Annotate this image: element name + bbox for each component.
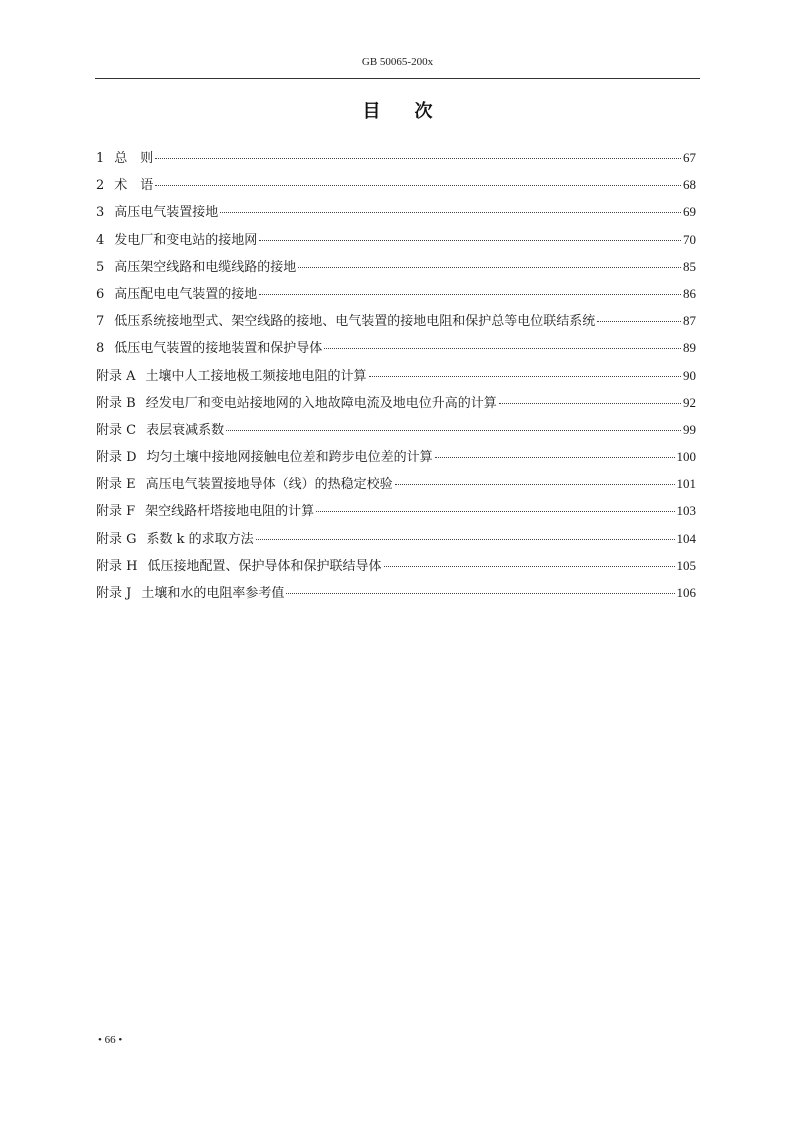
toc-entry-number: 3: [96, 205, 105, 221]
toc-entry-page: 67: [683, 150, 696, 165]
toc-entry-number: 1: [96, 151, 105, 166]
toc-entry-page: 89: [683, 340, 696, 356]
toc-entry-page: 106: [676, 585, 696, 600]
page-footer: [98, 1034, 122, 1046]
toc-leader-dots: [155, 158, 681, 159]
toc-entry[interactable]: [96, 311, 696, 338]
toc-entry[interactable]: [96, 202, 696, 229]
toc-entry-page: 92: [683, 394, 696, 410]
toc-entry-number: 2: [96, 178, 105, 194]
toc-title: [95, 97, 700, 123]
header-divider: [95, 78, 700, 79]
toc-entry[interactable]: [96, 230, 696, 257]
toc-leader-dots: [226, 430, 681, 431]
toc-entry[interactable]: [96, 529, 696, 556]
toc-entry-title: 系数 k 的求取方法: [146, 531, 254, 547]
toc-entry-number: 附录 G: [96, 531, 137, 547]
toc-entry-title: 经发电厂和变电站接地网的入地故障电流及地电位升高的计算: [145, 395, 497, 411]
toc-entry-title: 低压电气装置的接地装置和保护导体: [114, 341, 323, 357]
toc-entry-page: 70: [683, 231, 696, 247]
toc-entry-number: 7: [96, 314, 105, 330]
toc-entry[interactable]: [96, 148, 696, 175]
toc-entry-page: 69: [683, 204, 696, 220]
page-number: • 66 •: [98, 1034, 123, 1046]
toc-leader-dots: [324, 348, 681, 349]
toc-leader-dots: [259, 240, 681, 241]
page-header: [95, 56, 700, 68]
toc-entry[interactable]: [96, 175, 696, 202]
toc-entry-title: 土壤和水的电阻率参考值: [141, 586, 285, 601]
toc-entry-number: 附录 A: [96, 368, 136, 384]
toc-entry-page: 104: [676, 530, 696, 546]
toc-leader-dots: [435, 457, 675, 458]
toc-entry-title: 发电厂和变电站的接地网: [114, 232, 258, 248]
toc-entry-page: 85: [683, 258, 696, 274]
toc-entry-title: 表层衰减系数: [146, 422, 225, 438]
toc-entry-number: 附录 C: [96, 422, 137, 438]
toc-leader-dots: [369, 376, 681, 377]
toc-entry[interactable]: [96, 501, 696, 528]
toc-entry[interactable]: [96, 393, 696, 420]
toc-entry-title: 架空线路杆塔接地电阻的计算: [145, 504, 315, 520]
toc-entry[interactable]: [96, 556, 696, 583]
toc-entry-page: 100: [676, 449, 696, 465]
toc-entry-number: 5: [96, 259, 105, 275]
toc-entry-title: 高压配电电气装置的接地: [114, 286, 258, 302]
toc-leader-dots: [316, 511, 674, 512]
toc-entry-number: 附录 E: [96, 477, 136, 493]
toc-entry-title: 低压系统接地型式、架空线路的接地、电气装置的接地电阻和保护总等电位联结系统: [114, 314, 596, 330]
toc-leader-dots: [155, 185, 681, 186]
toc-entry-number: 附录 B: [96, 395, 136, 411]
toc-entry-page: 86: [683, 285, 696, 301]
toc-entry[interactable]: [96, 420, 696, 447]
toc-entry-page: 90: [683, 367, 696, 383]
toc-entry-number: 附录 H: [96, 558, 138, 574]
toc-leader-dots: [384, 566, 675, 567]
standard-code: GB 50065-200x: [361, 56, 434, 68]
toc-entry-title: 土壤中人工接地极工频接地电阻的计算: [145, 368, 367, 384]
toc-entry-number: 附录 J: [96, 586, 132, 601]
toc-entry-title: 高压电气装置接地: [114, 205, 219, 221]
toc-entry-title: 高压电气装置接地导体（线）的热稳定校验: [145, 477, 393, 493]
toc-title-char-1: 目: [362, 101, 381, 122]
toc-entry[interactable]: [96, 474, 696, 501]
toc-entry-number: 附录 D: [96, 450, 137, 466]
toc-title-char-2: 次: [414, 101, 433, 122]
toc-leader-dots: [220, 212, 681, 213]
toc-leader-dots: [298, 267, 681, 268]
toc-entry[interactable]: [96, 338, 696, 365]
toc-leader-dots: [395, 484, 675, 485]
toc-entry-title: 总 则: [114, 151, 154, 166]
toc-leader-dots: [259, 294, 681, 295]
toc-entry-page: 99: [683, 421, 696, 437]
toc-leader-dots: [597, 321, 681, 322]
toc-entry[interactable]: [96, 447, 696, 474]
toc-entry-title: 高压架空线路和电缆线路的接地: [114, 259, 297, 275]
toc-entry-page: 87: [683, 313, 696, 329]
toc-entry-page: 103: [676, 503, 696, 519]
toc-entry-page: 101: [676, 476, 696, 492]
toc-leader-dots: [256, 539, 675, 540]
toc-entry-title: 低压接地配置、保护导体和保护联结导体: [147, 558, 382, 574]
toc-entry-page: 68: [683, 177, 696, 193]
toc-list: [96, 148, 696, 610]
toc-entry-title: 术 语: [114, 178, 154, 194]
toc-entry-number: 8: [96, 341, 105, 357]
toc-entry[interactable]: [96, 366, 696, 393]
toc-entry-title: 均匀土壤中接地网接触电位差和跨步电位差的计算: [146, 450, 433, 466]
toc-leader-dots: [286, 593, 674, 594]
toc-entry[interactable]: [96, 257, 696, 284]
toc-entry[interactable]: [96, 284, 696, 311]
toc-entry[interactable]: [96, 583, 696, 610]
toc-entry-page: 105: [676, 557, 696, 573]
toc-entry-number: 附录 F: [96, 504, 136, 520]
toc-leader-dots: [499, 403, 681, 404]
toc-entry-number: 4: [96, 232, 105, 248]
toc-entry-number: 6: [96, 286, 105, 302]
